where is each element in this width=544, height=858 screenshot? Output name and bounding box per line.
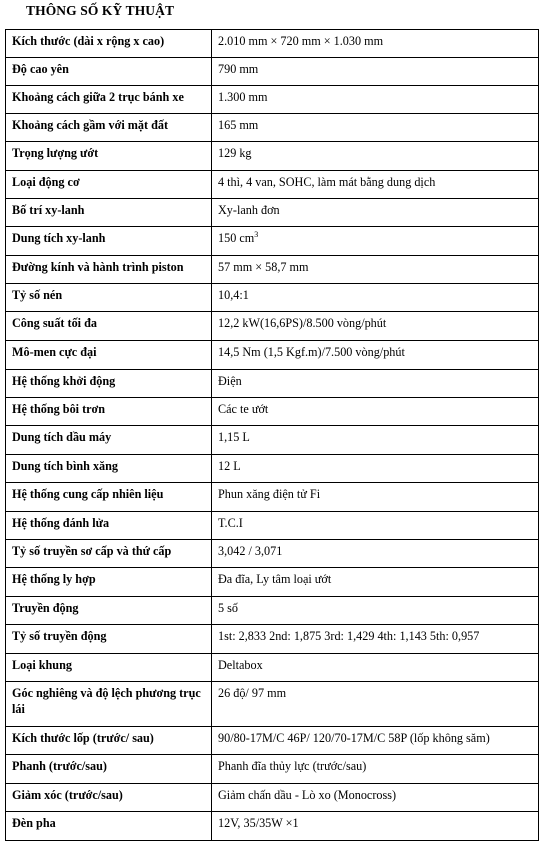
- table-row: [6, 625, 539, 654]
- spec-label: Đèn pha: [6, 812, 212, 841]
- spec-value: [212, 227, 539, 256]
- table-row: [6, 256, 539, 284]
- spec-value-text: 1st: 2,833 2nd: 1,875 3rd: 1,429 4th: 1,143 5th: 0,957: [218, 629, 480, 643]
- spec-value: [212, 426, 539, 455]
- spec-label: Bố trí xy-lanh: [6, 199, 212, 227]
- spec-value: [212, 625, 539, 654]
- spec-value-text: 90/80-17M/C 46P/ 120/70-17M/C 58P (lốp không săm): [218, 731, 490, 745]
- spec-label: Dung tích bình xăng: [6, 455, 212, 483]
- table-row: [6, 312, 539, 341]
- spec-value: [212, 199, 539, 227]
- spec-value: [212, 30, 539, 58]
- spec-value-text: 10,4:1: [218, 288, 249, 302]
- table-row: [6, 812, 539, 841]
- spec-value: [212, 86, 539, 114]
- spec-value: [212, 341, 539, 370]
- spec-label: Kích thước (dài x rộng x cao): [6, 30, 212, 58]
- spec-table-body: [6, 30, 539, 841]
- spec-value-text: Phanh đĩa thủy lực (trước/sau): [218, 759, 367, 773]
- spec-label: Tỷ số truyền động: [6, 625, 212, 654]
- spec-value: [212, 540, 539, 568]
- spec-label: Hệ thống đánh lửa: [6, 512, 212, 540]
- spec-value-text: 57 mm × 58,7 mm: [218, 260, 309, 274]
- spec-label: Tỷ số nén: [6, 284, 212, 312]
- table-row: [6, 58, 539, 86]
- table-row: [6, 142, 539, 171]
- spec-value: [212, 256, 539, 284]
- table-row: [6, 784, 539, 812]
- spec-label: Dung tích dầu máy: [6, 426, 212, 455]
- spec-value: [212, 654, 539, 682]
- spec-value-text: Xy-lanh đơn: [218, 203, 280, 217]
- spec-value-text: 129 kg: [218, 146, 252, 160]
- spec-value: [212, 727, 539, 755]
- table-row: [6, 597, 539, 625]
- spec-value: [212, 398, 539, 426]
- spec-value: [212, 483, 539, 512]
- spec-label: Độ cao yên: [6, 58, 212, 86]
- table-row: [6, 114, 539, 142]
- spec-label: Hệ thống bôi trơn: [6, 398, 212, 426]
- spec-value-text: 165 mm: [218, 118, 259, 132]
- table-row: [6, 540, 539, 568]
- spec-label: Khoảng cách gầm với mặt đất: [6, 114, 212, 142]
- spec-value-text: 1.300 mm: [218, 90, 268, 104]
- spec-label: Loại khung: [6, 654, 212, 682]
- table-row: [6, 86, 539, 114]
- table-row: [6, 512, 539, 540]
- spec-label: Mô-men cực đại: [6, 341, 212, 370]
- table-row: [6, 227, 539, 256]
- table-row: [6, 199, 539, 227]
- spec-value: [212, 284, 539, 312]
- spec-value-text: 3,042 / 3,071: [218, 544, 283, 558]
- spec-value-text: Phun xăng điện tử Fi: [218, 487, 321, 501]
- spec-value: [212, 114, 539, 142]
- spec-value-text: Điện: [218, 374, 242, 388]
- spec-value-text: Đa đĩa, Ly tâm loại ướt: [218, 572, 332, 586]
- table-row: [6, 398, 539, 426]
- spec-value-text: 12,2 kW(16,6PS)/8.500 vòng/phút: [218, 316, 387, 330]
- spec-value-text: 1,15 L: [218, 430, 250, 444]
- table-row: [6, 568, 539, 597]
- spec-value: [212, 312, 539, 341]
- spec-value-text: 12V, 35/35W ×1: [218, 816, 299, 830]
- spec-value-text: 14,5 Nm (1,5 Kgf.m)/7.500 vòng/phút: [218, 345, 405, 359]
- spec-value-text: 2.010 mm × 720 mm × 1.030 mm: [218, 34, 384, 48]
- table-row: [6, 727, 539, 755]
- document-title: THÔNG SỐ KỸ THUẬT: [26, 3, 175, 18]
- table-row: [6, 483, 539, 512]
- spec-value: [212, 682, 539, 727]
- table-row: [6, 171, 539, 199]
- table-row: [6, 370, 539, 398]
- table-row: [6, 455, 539, 483]
- spec-label: Loại động cơ: [6, 171, 212, 199]
- spec-label: Kích thước lốp (trước/ sau): [6, 727, 212, 755]
- spec-label: Đường kính và hành trình piston: [6, 256, 212, 284]
- spec-value: [212, 512, 539, 540]
- table-row: [6, 654, 539, 682]
- spec-value: [212, 755, 539, 784]
- spec-value: [212, 142, 539, 171]
- spec-value: [212, 58, 539, 86]
- spec-value-text: 4 thì, 4 van, SOHC, làm mát bằng dung dịch: [218, 175, 436, 189]
- table-row: [6, 341, 539, 370]
- table-row: [6, 284, 539, 312]
- spec-label: Trọng lượng ướt: [6, 142, 212, 171]
- spec-label: Giảm xóc (trước/sau): [6, 784, 212, 812]
- table-row: [6, 755, 539, 784]
- spec-value: [212, 370, 539, 398]
- spec-label: Hệ thống ly hợp: [6, 568, 212, 597]
- spec-value-text: Các te ướt: [218, 402, 269, 416]
- spec-value-text: Deltabox: [218, 658, 263, 672]
- spec-value: [212, 455, 539, 483]
- spec-value-text: 790 mm: [218, 62, 259, 76]
- spec-value-text: Giảm chấn dầu - Lò xo (Monocross): [218, 788, 397, 802]
- spec-label: Phanh (trước/sau): [6, 755, 212, 784]
- spec-value-text: T.C.I: [218, 516, 243, 530]
- spec-label: Tỷ số truyền sơ cấp và thứ cấp: [6, 540, 212, 568]
- spec-value-text: 26 độ/ 97 mm: [218, 686, 287, 700]
- spec-value: [212, 568, 539, 597]
- table-row: [6, 30, 539, 58]
- spec-label: Góc nghiêng và độ lệch phương trục lái: [6, 682, 212, 727]
- spec-value-text: 5 số: [218, 601, 238, 615]
- spec-label: Truyền động: [6, 597, 212, 625]
- spec-label: Công suất tối đa: [6, 312, 212, 341]
- spec-value-text: 12 L: [218, 459, 241, 473]
- spec-table: [5, 29, 539, 841]
- spec-value: [212, 784, 539, 812]
- spec-label: Khoảng cách giữa 2 trục bánh xe: [6, 86, 212, 114]
- spec-label: Hệ thống khởi động: [6, 370, 212, 398]
- table-row: [6, 426, 539, 455]
- spec-value-superscript: 3: [254, 230, 259, 239]
- table-row: [6, 682, 539, 727]
- spec-label: Hệ thống cung cấp nhiên liệu: [6, 483, 212, 512]
- spec-value: [212, 812, 539, 841]
- spec-label: Dung tích xy-lanh: [6, 227, 212, 256]
- spec-value: [212, 171, 539, 199]
- spec-value-text: 150 cm: [218, 231, 255, 245]
- spec-value: [212, 597, 539, 625]
